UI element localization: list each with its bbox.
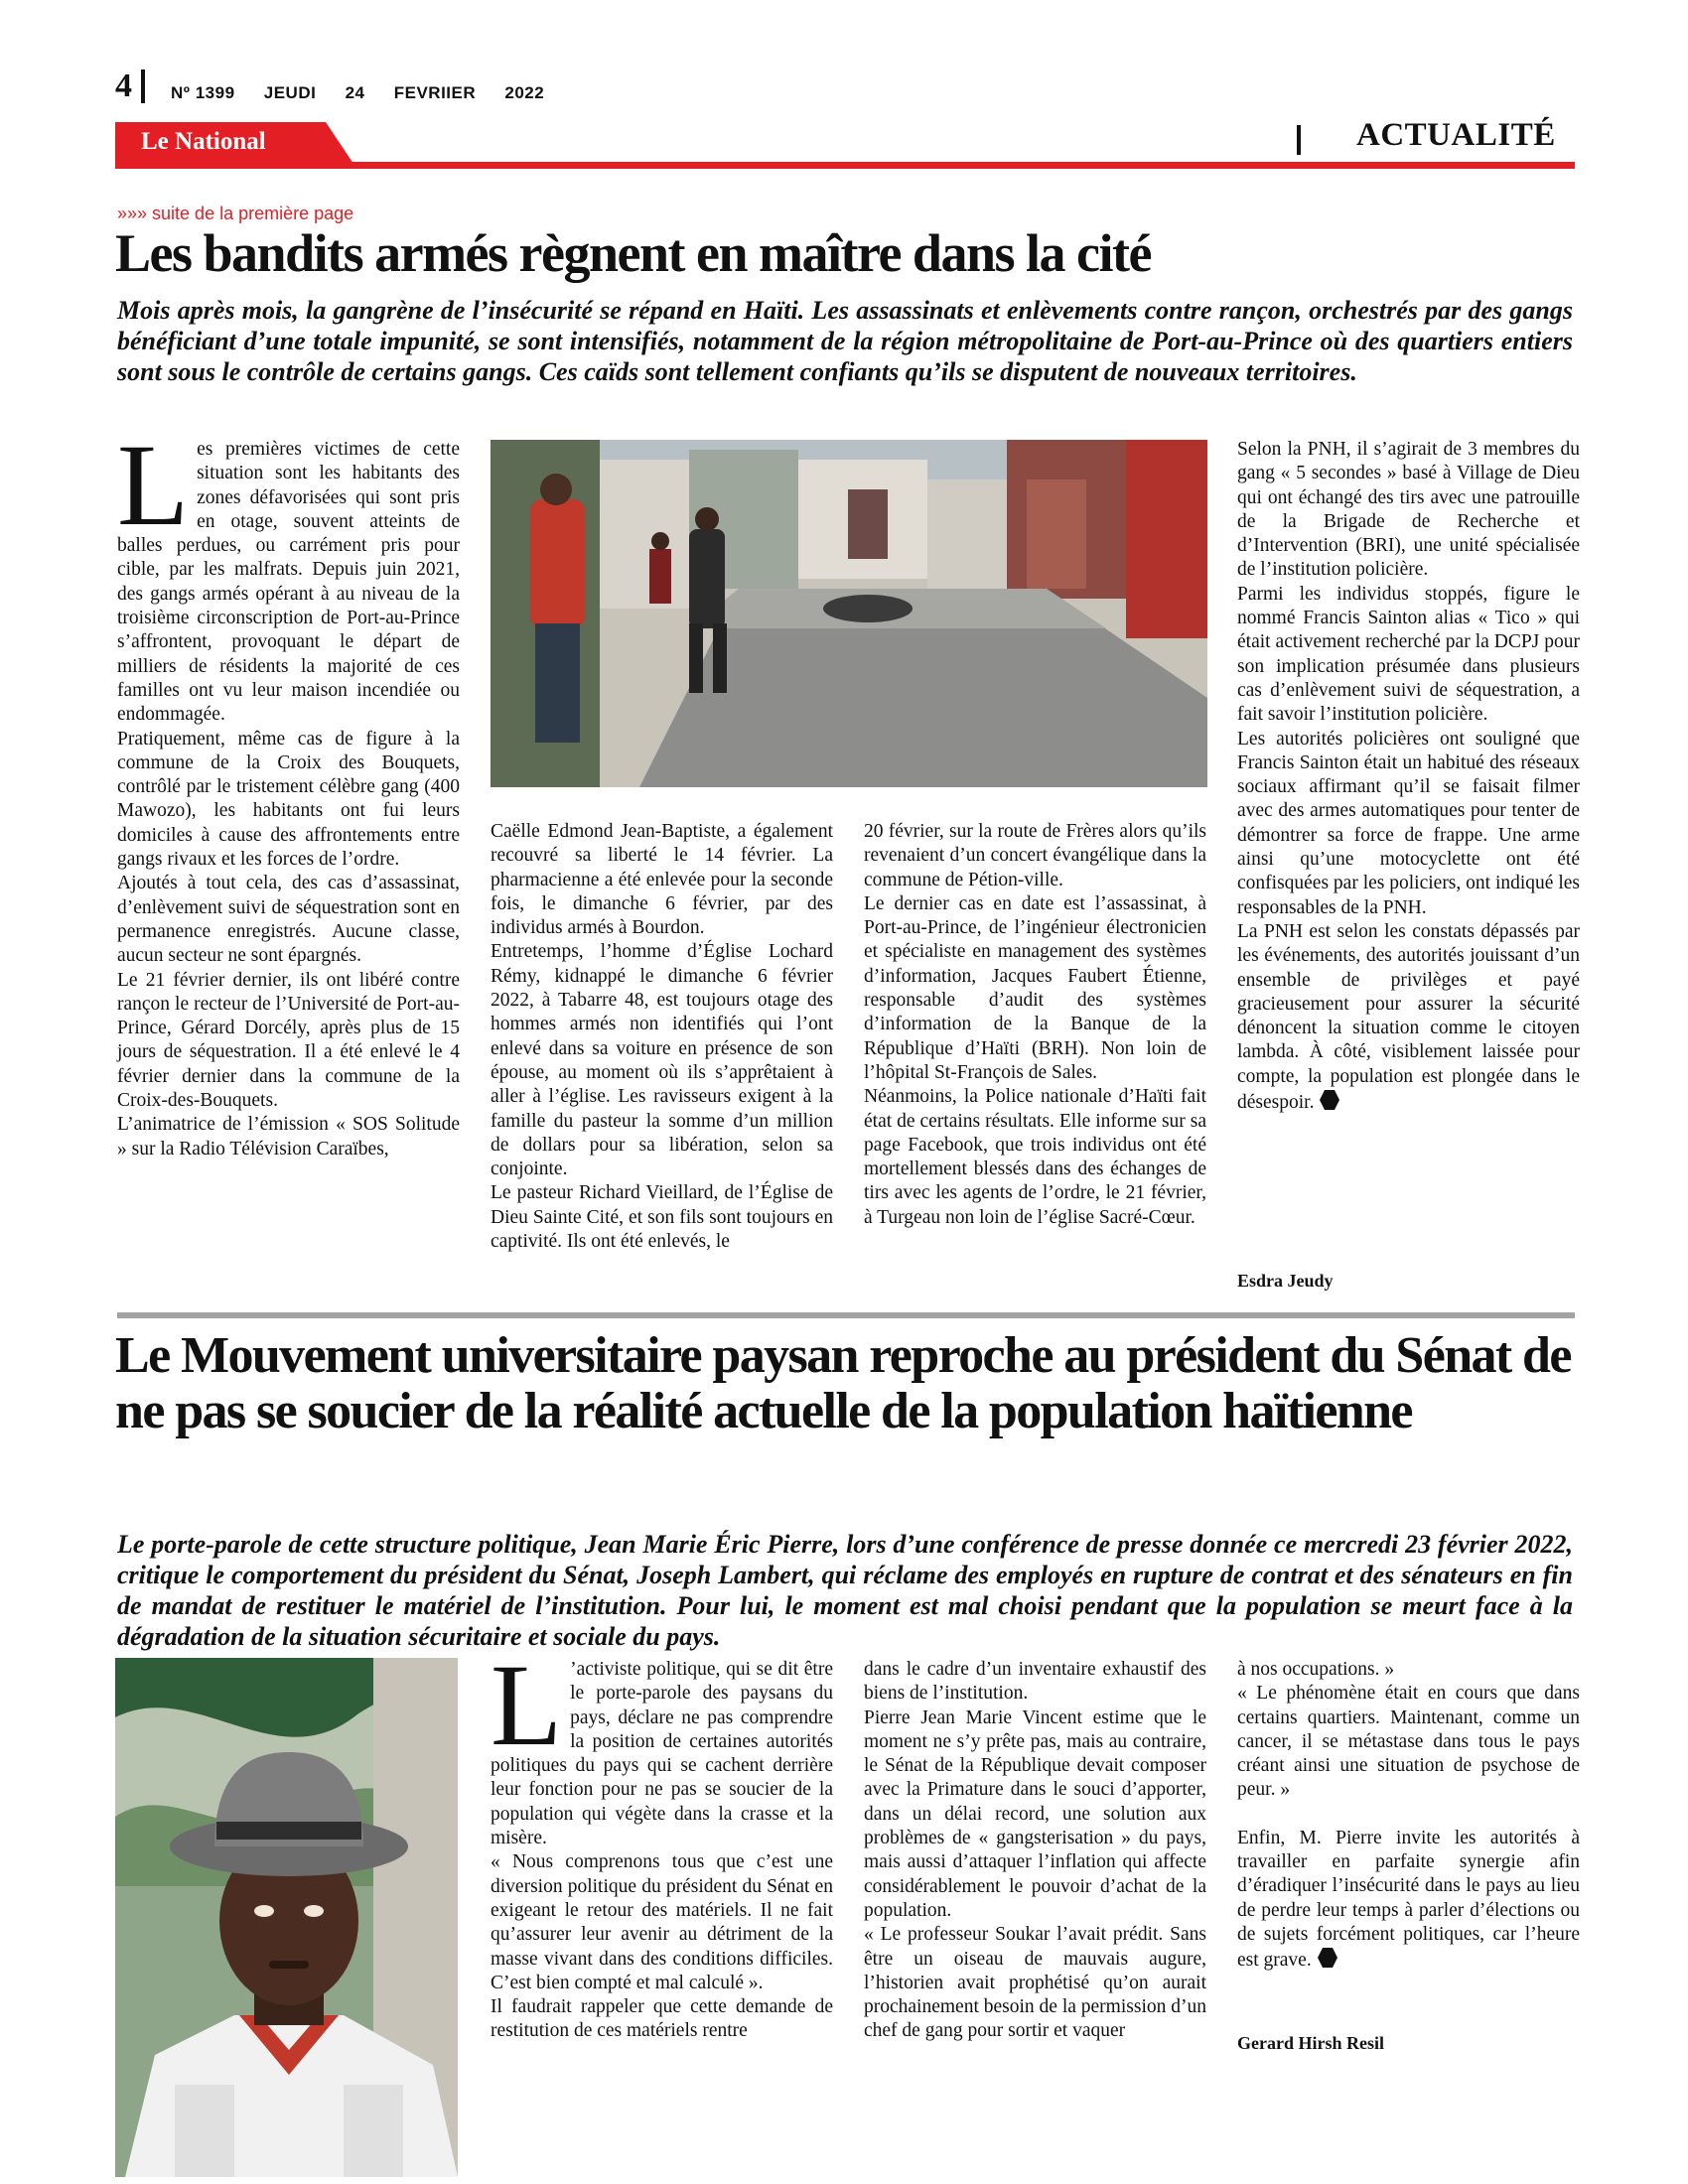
paragraph: à nos occupations. » (1237, 1659, 1395, 1680)
dropcap: L (491, 1640, 563, 1770)
paragraph: Il faudrait rappeler que cette demande de restitution de ces matériels rentre (491, 1996, 833, 2042)
article2-column-2 (491, 1640, 833, 2044)
paragraph: Le pasteur Richard Vieillard, de l’Église de Dieu Sainte Cité, et son fils sont toujours en captivité. Ils ont été enlevés, le (491, 1182, 833, 1253)
paragraph: Enfin, M. Pierre invite les autorités à travailler en parfaite synergie afin d’éradiquer l’insécurité dans le pays au lieu de perdre leur temps à parler d’élections ou de sujets forcément politiques, car l’heure est grave. (1237, 1827, 1580, 1972)
header-divider (141, 69, 145, 103)
article1-lead: Mois après mois, la gangrène de l’insécurité se répand en Haïti. Les assassinats et enlèvements contre rançon, orchestrés par des gangs bénéficiant d’une totale impunité, se sont intensifiés, notamment de la région métropolitaine de Port-au-Prince où des quartiers entiers sont sous le contrôle de certains gangs. Ces caïds sont tellement confiants qu’ils se disputent de nouveaux territoires. (117, 296, 1573, 386)
issue-date-day: 24 (345, 83, 365, 102)
paragraph: Les autorités policières ont souligné que Francis Sainton était un habitué des réseaux sociaux affirmant qu’il se faisait filmer avec des armes automatiques pour tenter de démontrer sa force de frappe. Une arme ainsi qu’une motocyclette ont été confisquées par les policiers, ont indiqué les responsables de la PNH. (1237, 728, 1580, 918)
portrait-photo (115, 1658, 458, 2177)
paragraph: Pratiquement, même cas de figure à la commune de la Croix des Bouquets, contrôlé par le tristement célèbre gang (400 Mawozo), les habitants ont fui leurs domiciles à cause des affrontements entre gangs rivaux et les forces de l’ordre. (117, 728, 460, 871)
page-number: 4 (115, 68, 132, 104)
article2-column-3 (864, 1658, 1206, 2044)
paragraph: Caëlle Edmond Jean-Baptiste, a également recouvré sa liberté le 14 février. La pharmacienne a été enlevée pour la seconde fois, le dimanche 6 février, par des individus armés à Bourdon. (491, 821, 833, 939)
article1-column-2 (491, 820, 833, 1254)
paragraph: « Le phénomène était en cours que dans certains quartiers. Maintenant, comme un cancer, il se métastase dans tous le pays créant ainsi une situation de psychose de peur. » (1237, 1683, 1580, 1801)
paragraph: Selon la PNH, il s’agirait de 3 membres du gang « 5 secondes » basé à Village de Dieu qui ont échangé des tirs avec une patrouille de la Brigade de Recherche et d’Intervention (BRI), une unité spécialisée de l’institution policière. (1237, 439, 1580, 581)
article2-column-4 (1237, 1658, 1580, 1974)
brand-tab (115, 122, 353, 164)
paragraph: L’animatrice de l’émission « SOS Solitude » sur la Radio Télévision Caraïbes, (117, 1114, 460, 1160)
paragraph: dans le cadre d’un inventaire exhaustif des biens de l’institution. (864, 1659, 1206, 1705)
issue-line (171, 83, 568, 103)
article1-column-3 (864, 820, 1206, 1230)
paragraph: « Nous comprenons tous que c’est une diversion politique du président du Sénat en exigeant le retour des matériels. Il ne fait qu’assurer leur avenir au détriment de la masse vivant dans des conditions difficiles. C’est bien compté et mal calculé ». (491, 1851, 833, 1993)
brand-name: Le National (141, 128, 266, 155)
article1-author: Esdra Jeudy (1237, 1271, 1334, 1291)
article1-column-1 (117, 420, 460, 1161)
end-mark-icon (1317, 1947, 1338, 1969)
issue-day: JEUDI (263, 83, 317, 102)
section-divider (1297, 125, 1301, 155)
paragraph: 20 février, sur la route de Frères alors qu’ils revenaient d’un concert évangélique dans la commune de Pétion-ville. (864, 821, 1206, 890)
article-separator (117, 1312, 1575, 1318)
end-mark-icon (1319, 1089, 1340, 1111)
paragraph: es premières victimes de cette situation sont les habitants des zones défavorisées qui sont pris en otage, souvent atteints de balles perdues, ou carrément pris pour cible, par les malfrats. Depuis juin 2021, des gangs armés opérant à au niveau de la troisième circonscription de Port-au-Prince s’affrontent, provoquant le départ de milliers de résidents la majorité de ces familles ont vu leur maison incendiée ou endommagée. (117, 439, 460, 726)
article1-title: Les bandits armés règnent en maître dans la cité (115, 223, 1151, 283)
continued-marker: »»» suite de la première page (117, 204, 354, 223)
paragraph: Entretemps, l’homme d’Église Lochard Rémy, kidnappé le dimanche 6 février 2022, à Tabarre 48, est toujours otage des hommes armés non identifiés qui l’ont enlevé dans sa voiture en présence de son épouse, au moment où ils s’apprêtaient à aller à l’église. Les ravisseurs exigent à la famille du pasteur la somme d’un million de dollars pour sa libération, selon sa conjointe. (491, 941, 833, 1180)
street-photo (491, 440, 1207, 787)
portrait-image (115, 1658, 458, 2177)
paragraph: Pierre Jean Marie Vincent estime que le moment ne s’y prête pas, mais au contraire, le Sénat de la République devait composer avec la Primature dans le souci d’apporter, dans un délai record, une solution aux problèmes de « gangsterisation » du pays, mais aussi d’attaquer l’inflation qui affecte considérablement le pouvoir d’achat de la population. (864, 1706, 1206, 1921)
paragraph: Néanmoins, la Police nationale d’Haïti fait état de certains résultats. Elle informe sur sa page Facebook, que trois individus ont été mortellement blessés dans des échanges de tirs avec les agents de l’ordre, le 21 février, à Turgeau non loin de l’église Sacré-Cœur. (864, 1086, 1206, 1228)
paragraph: Le dernier cas en date est l’assassinat, à Port-au-Prince, de l’ingénieur électronicien et spécialiste en management des systèmes d’information, Jacques Faubert Étienne, responsable d’audit des systèmes d’information de la Banque de la République d’Haïti (BRH). Non loin de l’hôpital St-François de Sales. (864, 892, 1206, 1083)
paragraph: Le 21 février dernier, ils ont libéré contre rançon le recteur de l’Université de Port-au-Prince, Gérard Dorcély, après plus de 15 jours de séquestration. Il a été enlevé le 4 février dernier dans la commune de la Croix-des-Bouquets. (117, 969, 460, 1112)
article1-column-4 (1237, 438, 1580, 1115)
issue-date-month: FEVRIIER (393, 83, 477, 102)
header-rule (115, 162, 1575, 169)
paragraph: Parmi les individus stoppés, figure le nommé Francis Sainton alias « Tico » qui était activement recherché par la DCPJ pour son implication présumée dans plusieurs cas d’enlèvement suivi de séquestration, a fait savoir l’institution policière. (1237, 583, 1580, 726)
section-name: ACTUALITÉ (1356, 117, 1556, 153)
article2-lead: Le porte-parole de cette structure politique, Jean Marie Éric Pierre, lors d’une conférence de presse donnée ce mercredi 23 février 2022, critique le comportement du président du Sénat, Joseph Lambert, qui réclame des employés en rupture de contrat et des sénateurs en fin de mandat de restituer le matériel de l’institution. Pour lui, le moment est mal choisi pendant que la population se meurt face à la dégradation de la situation sécuritaire et sociale du pays. (117, 1530, 1573, 1651)
paragraph: ’activiste politique, qui se dit être le porte-parole des paysans du pays, déclare ne pas comprendre la position de certaines autorités politiques du pays qui se cachent derrière leur fonction pour ne pas se soucier de la population qui végète dans la crasse et la misère. (491, 1659, 833, 1849)
issue-date-year: 2022 (504, 83, 545, 102)
paragraph: « Le professeur Soukar l’avait prédit. Sans être un oiseau de mauvais augure, l’historien avait prophétisé qu’on aurait prochainement besoin de la permission d’un chef de gang pour sortir et vaquer (864, 1924, 1206, 2042)
issue-number: Nº 1399 (171, 83, 235, 102)
street-scene-image (491, 440, 1207, 787)
paragraph: La PNH est selon les constats dépassés par les événements, des autorités jouissant d’un ensemble de privilèges et payé gracieusement pour assurer la sécurité dénoncent la situation comme le citoyen lambda. À côté, visiblement laissée pour compte, la population est plongée dans le désespoir. (1237, 920, 1580, 1114)
article2-author: Gerard Hirsh Resil (1237, 2033, 1384, 2053)
paragraph: Ajoutés à tout cela, des cas d’assassinat, d’enlèvement suivi de séquestration sont en permanence enregistrés. Aucune classe, aucun secteur ne sont épargnés. (117, 873, 460, 967)
dropcap: L (117, 420, 190, 550)
article2-title: Le Mouvement universitaire paysan reproche au président du Sénat de ne pas se soucier de la réalité actuelle de la population haïtienne (115, 1327, 1571, 1439)
